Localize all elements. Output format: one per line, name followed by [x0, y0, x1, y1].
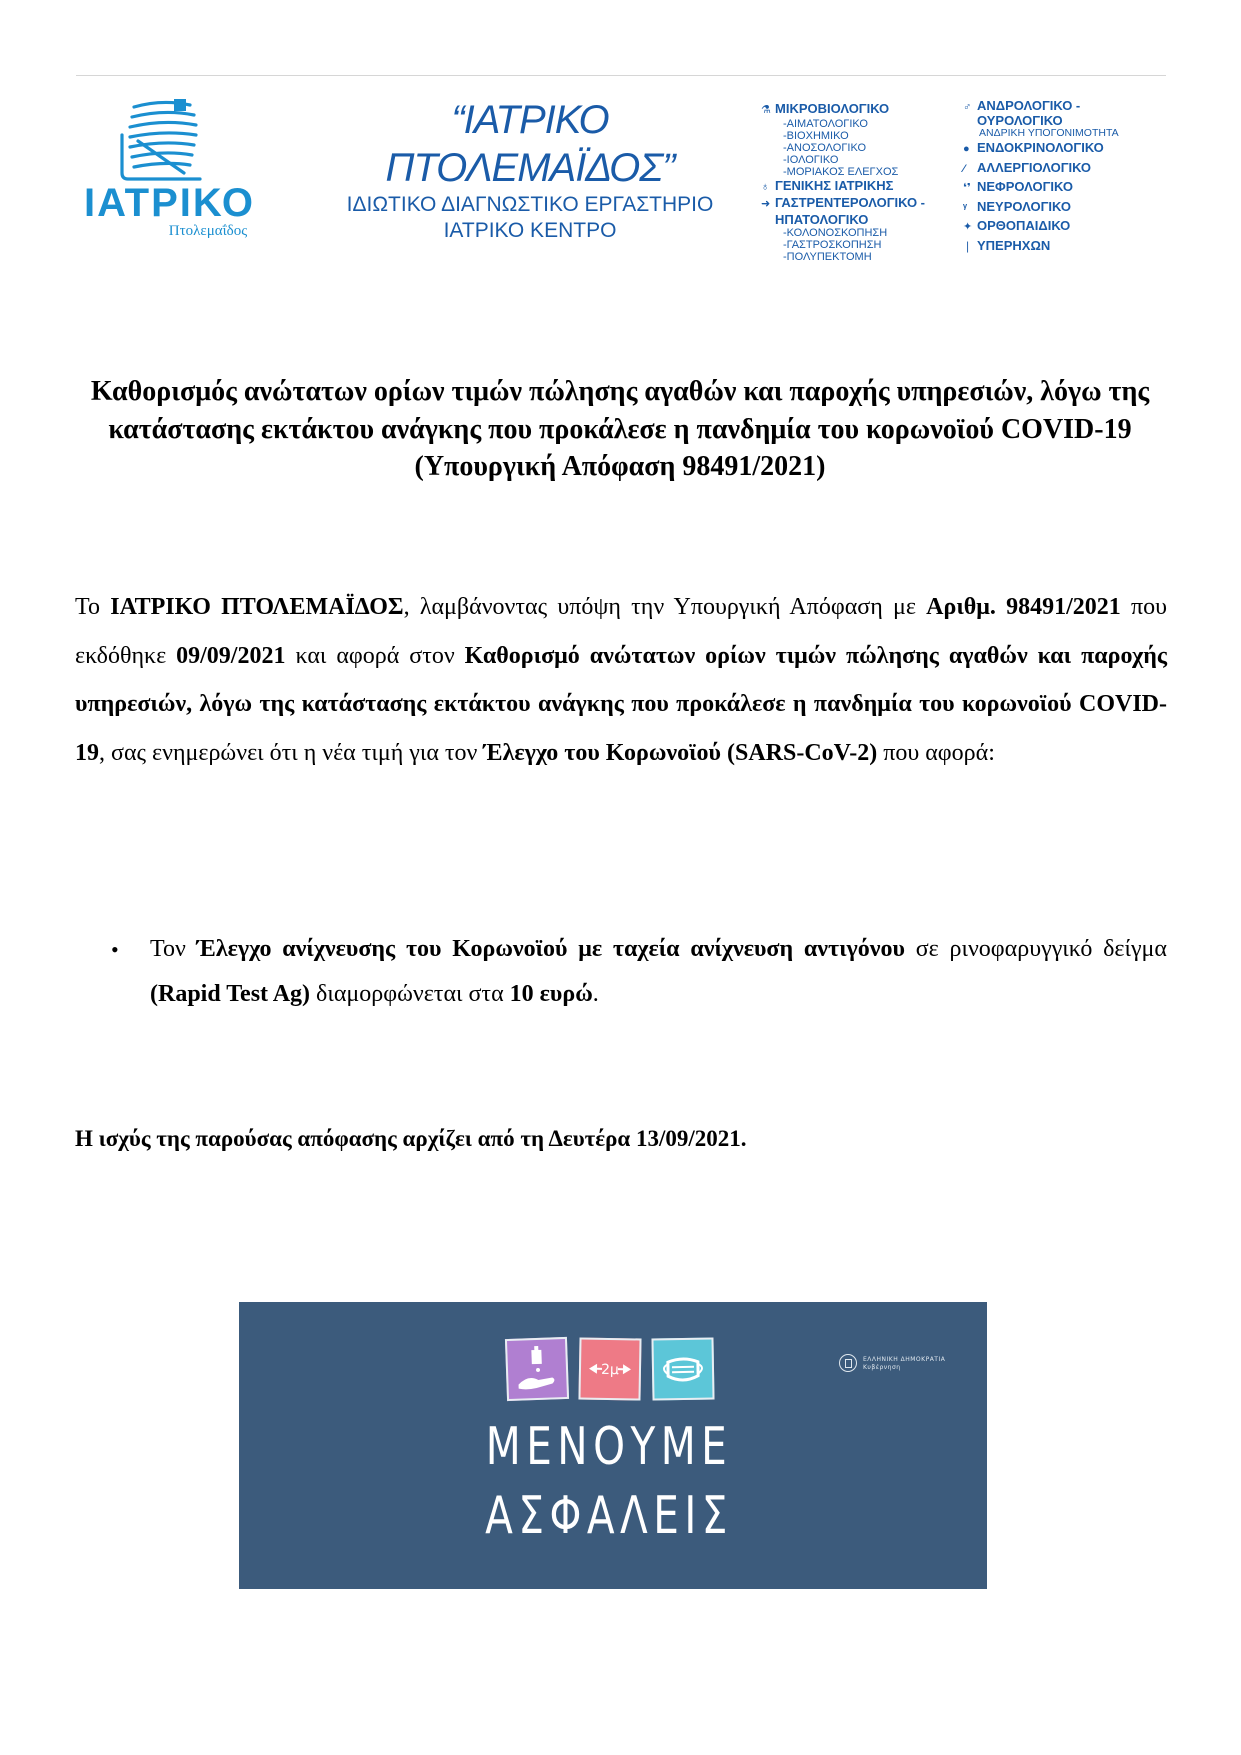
- service-endocrinology: ● ΕΝΔΟΚΡΙΝΟΛΟΓΙΚΟ: [963, 139, 1168, 159]
- service-sub: -ΠΟΛΥΠΕΚΤΟΜΗ: [783, 251, 872, 263]
- clinic-name: “ΙΑΤΡΙΚΟ ΠΤΟΛΕΜΑΪΔΟΣ”: [385, 98, 675, 190]
- service-sub: -ΜΟΡΙΑΚΟΣ ΕΛΕΓΧΟΣ: [783, 166, 899, 178]
- face-mask-icon: [651, 1337, 714, 1400]
- probe-icon: ❘: [963, 240, 973, 253]
- service-neurology: ᵞ ΝΕΥΡΟΛΟΓΙΚΟ: [963, 198, 1168, 218]
- logo-wordmark: ΙΑΤΡΙΚΟ: [83, 181, 256, 225]
- document-title: Καθορισμός ανώτατων ορίων τιμών πώλησης αγαθών και παροχής υπηρεσιών, λόγω της κατάστασης εκτάκτου ανάγκης που προκάλεσε η πανδημία του κορωνοϊού COVID-19 (Υπουργική Απόφαση 98491/2021): [90, 376, 1150, 482]
- service-sub: -ΓΑΣΤΡΟΣΚΟΠΗΣΗ: [783, 239, 882, 251]
- service-sub: -ΒΙΟΧΗΜΙΚΟ: [783, 130, 849, 142]
- service-sub: -ΚΟΛΟΝΟΣΚΟΠΗΣΗ: [783, 227, 888, 239]
- stomach-icon: ➜: [761, 198, 771, 210]
- service-nephrology: ❛❜ ΝΕΦΡΟΛΟΓΙΚΟ: [963, 178, 1168, 198]
- service-general-medicine: ♁ ΓΕΝΙΚΗΣ ΙΑΤΡΙΚΗΣ: [761, 178, 894, 193]
- service-urology: ΟΥΡΟΛΟΓΙΚΟ: [977, 113, 1063, 128]
- service-andrology: ♂ ΑΝΔΡΟΛΟΓΙΚΟ -: [963, 98, 1081, 113]
- distance-label: 2μ: [600, 1361, 620, 1379]
- effective-date-statement: Η ισχύς της παρούσας απόφασης αρχίζει από τη Δευτέρα 13/09/2021.: [75, 1126, 747, 1151]
- service-sub: -ΑΝΟΣΟΛΟΓΙΚΟ: [783, 142, 866, 154]
- bone-icon: ✦: [963, 221, 973, 233]
- clinic-subtitle-center: ΙΑΤΡΙΚΟ ΚΕΝΤΡΟ: [443, 219, 617, 242]
- price-bullet-item: Τον Έλεγχο ανίχνευσης του Κορωνοϊού με ταχεία ανίχνευση αντιγόνου σε ρινοφαρυγγικό δείγμα (Rapid Test Ag) διαμορφώνεται στα 10 ευρώ.: [150, 936, 1167, 1007]
- government-name: ΕΛΛΗΝΙΚΗ ΔΗΜΟΚΡΑΤΙΑ: [863, 1356, 946, 1363]
- government-subname: Κυβέρνηση: [863, 1364, 901, 1371]
- logo-emblem-icon: [72, 95, 267, 190]
- banner-headline-line2: ΑΣΦΑΛΕΙΣ: [485, 1486, 733, 1546]
- service-orthopedics: ✦ ΟΡΘΟΠΑΙΔΙΚΟ: [963, 217, 1168, 237]
- services-list-left: [761, 101, 981, 263]
- kidney-icon: ❛❜: [963, 182, 971, 194]
- gland-icon: ●: [963, 143, 970, 155]
- service-hepato: ΗΠΑΤΟΛΟΓΙΚΟ: [775, 212, 869, 227]
- service-sub: -ΙΟΛΟΓΙΚΟ: [783, 154, 839, 166]
- service-ultrasound: ❘ ΥΠΕΡΗΧΩΝ: [963, 237, 1168, 257]
- service-sub: ΑΝΔΡΙΚΗ ΥΠΟΓΟΝΙΜΟΤΗΤΑ: [979, 127, 1119, 139]
- service-allergology: ⁄ ΑΛΛΕΡΓΙΟΛΟΓΙΚΟ: [963, 159, 1168, 179]
- header-divider: [76, 75, 1166, 76]
- stethoscope-icon: ♁: [761, 181, 770, 193]
- banner-headline-line1: ΜΕΝΟΥΜΕ: [485, 1417, 733, 1477]
- clinic-heading: [320, 96, 740, 244]
- syringe-icon: ⁄: [963, 162, 965, 175]
- clinic-subtitle-lab: ΙΔΙΩΤΙΚΟ ΔΙΑΓΝΩΣΤΙΚΟ ΕΡΓΑΣΤΗΡΙΟ: [346, 193, 714, 216]
- neuron-icon: ᵞ: [963, 201, 968, 214]
- flask-icon: ⚗: [761, 104, 771, 116]
- male-icon: ♂: [963, 101, 972, 113]
- stay-safe-banner: [239, 1302, 987, 1589]
- clinic-logo: [72, 95, 267, 245]
- service-gastro: ➜ ΓΑΣΤΡΕΝΤΕΡΟΛΟΓΙΚΟ -: [761, 195, 926, 210]
- distance-icon: [578, 1337, 641, 1400]
- intro-paragraph: Το ΙΑΤΡΙΚΟ ΠΤΟΛΕΜΑΪΔΟΣ, λαμβάνοντας υπόψη την Υπουργική Απόφαση με Αριθμ. 98491/2021 που εκδόθηκε 09/09/2021 και αφορά στον Καθορισμό ανώτατων ορίων τιμών πώλησης αγαθών και παροχής υπηρεσιών, λόγω της κατάστασης εκτάκτου ανάγκης που προκάλεσε η πανδημία του κορωνοϊού COVID-19, σας ενημερώνει ότι η νέα τιμή για τον Έλεγχο του Κορωνοϊού (SARS-CoV-2) που αφορά:: [75, 594, 1168, 766]
- government-emblem-icon: [839, 1354, 857, 1372]
- service-microbiology: ⚗ ΜΙΚΡΟΒΙΟΛΟΓΙΚΟ: [761, 101, 890, 116]
- hand-sanitizer-icon: [505, 1337, 569, 1401]
- logo-subtitle: Πτολεμαΐδος: [168, 223, 248, 239]
- service-sub: -ΑΙΜΑΤΟΛΟΓΙΚΟ: [783, 118, 868, 130]
- services-list-right: [963, 99, 1168, 256]
- bullet-marker: •: [111, 937, 119, 962]
